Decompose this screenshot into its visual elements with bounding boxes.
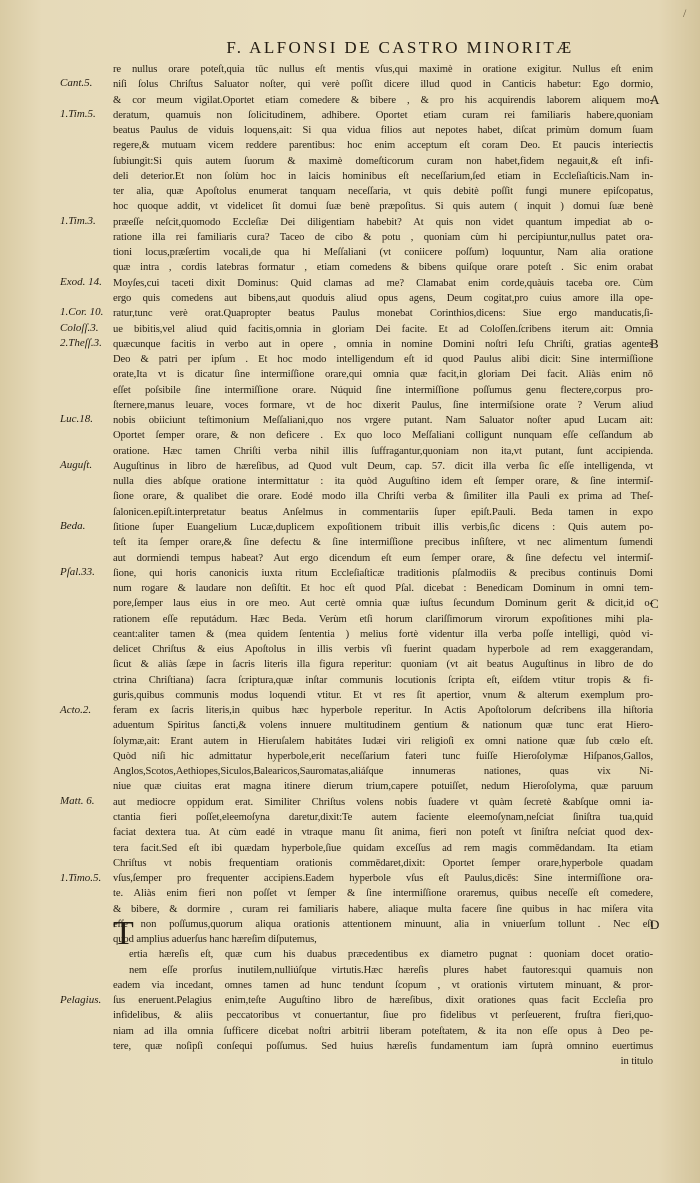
text-line: Deo & patri per ipſum . Et hoc modo intelligendum eſt id quod Paulus alibi dicit: Sine intermiſſione <box>113 354 653 366</box>
text-line: re nullus orare poteſt,quia tūc nullus eſt mentis vſus,qui maximè in oratione exigitur. Nullus eſt enim <box>113 64 653 75</box>
margin-reference: Acto.2. <box>60 703 92 716</box>
text-line: ſalonicen.epiſt.interpretatur beatus Anſelmus in commentariis ſuper epiſt.Pauli. Beda tamen in expo <box>113 506 653 518</box>
margin-reference: Auguſt. <box>60 459 93 472</box>
text-line: ſus eneruent.Pelagius enim,teſte Auguſtino libro de hæreſibus, dixit orationes quas facit Eccleſia pro <box>113 995 653 1007</box>
margin-reference: 2.Theſſ.3. <box>60 337 102 350</box>
text-line: & bibere, & dormire , curam rei familiaris habere, aliaque multa facere ſine quibus in hac miſera vita <box>113 903 653 915</box>
text-line: ertia hæreſis eſt, quæ cum his duabus præcedentibus ex diametro pugnat : quoniam docet oratio- <box>129 949 653 961</box>
text-line: ratur,tunc verè orat.Quapropter beatus Paulus monebat Corinthios,dicens: Siue ergo manducatis,ſi- <box>113 308 653 320</box>
margin-reference: Coloſſ.3. <box>60 321 99 334</box>
text-line: orate,Ita vt is dicatur ſine intermiſſione orare,qui omnia quæ facit,in gloriam Dei facit. Aliàs enim nō <box>113 369 653 381</box>
margin-reference: Pelagius. <box>60 994 102 1007</box>
text-line: deli deterior.Et non ſolùm hoc in laicis hominibus eſt neceſſarium,ſed etiam in Eccleſiaſticis.Nam in- <box>113 170 653 182</box>
section-letter: D <box>650 916 660 932</box>
margin-reference: 1.Tim.3. <box>60 214 96 227</box>
text-line: rationem eſſe reputádum. Hæc Beda. Verùm etſi horum clariſſimorum virorum expoſitiones mihi pla- <box>113 613 653 625</box>
text-line: eadem via incedant, omnes tamen ad hunc tendunt ſcopum , vt orationis virtutem minuant, & pror- <box>113 979 653 991</box>
text-line: ter alia, quæ Apoſtolus enumerat tanquam neceſſaria, vt quis debitè poſſit fungi munere epiſcopatus, <box>113 186 653 198</box>
text-line: tere, quæ noſipſi conſequi poſſumus. Sed huius hæreſis fundamentum iam ſuprà omnino euertimus <box>113 1041 653 1052</box>
text-line: nem eſſe prorſus inutilem,nulliúſque virtutis.Hæc hæreſis plures habet fautores:qui quamuis non <box>129 964 653 976</box>
folio-mark: / <box>683 6 687 20</box>
section-letter: A <box>650 91 660 107</box>
text-line: Anglos,Scotos,Aethiopes,Siculos,Balearicos,Sauromatas,aliáſque innumeras nationes, quas vix Ni- <box>113 766 653 778</box>
text-line: nobis obiiciunt teſtimonium Meſſaliani,quo nos vrgere putant. Nam Saluator noſter apud Lucam ait: <box>113 415 653 427</box>
text-line: vſus,ſemper pro frequenter accipiens.Eadem hyperbole vſus eſt Paulus,dicēs: Sine intermiſſione ora- <box>113 873 653 885</box>
text-line: ſternere,manus leuare, voces formare, vt de hoc dixerit Paulus, ſine intermiſsione orate ? Verum aliud <box>113 399 653 411</box>
text-line: hoc quoque addit, vt videlicet ſit domui ſuæ benè præpoſitus. Si quis autem ( inquit ) domui ſuæ benè <box>113 201 653 213</box>
text-line: ſione orare, & qualibet die orare. Eodé modo illa Chriſti verba & ſimiliter illa Pauli ex prima ad Theſ- <box>113 491 653 503</box>
text-line: in titulo <box>620 1056 653 1068</box>
text-line: Quòd niſi hic admittatur hyperbole,erit neceſſarium fateri tunc fuiſſe Hieroſolymæ Hiſpanos,Gallos, <box>113 750 653 762</box>
running-header: F. ALFONSI DE CASTRO MINORITÆ <box>226 38 574 57</box>
text-line: regere,& mutuam vicem reddere parentibus: hoc enim acceptum eſt coram Deo. Et paucis interiectis <box>113 140 653 152</box>
text-line: aut dormiendi tempus habeat? Aut ergo dicendum eſt eum ſemper orare, & ſine defectu vel intermiſ- <box>113 552 653 564</box>
text-line: & cor meum vigilat.Oportet etiam comedere & bibere , & pro his acquirendis laborem aliquem mo- <box>113 94 653 106</box>
section-letter: C <box>650 595 659 611</box>
margin-reference: 1.Tim.5. <box>60 107 96 120</box>
text-line: ſolymæ,ait: Erant autem in Hieruſalem habitátes Iudæi viri religioſi ex omni natione quæ ſub cœlo eſt. <box>113 735 653 747</box>
text-line: te. Aliàs enim fieri non poſſet vt ſemper & ſine intermiſſione oraremus, quibus neceſſe eſt comedere, <box>113 888 653 900</box>
text-line: num rogare & laudare non deſiſtit. Et hoc eſt quod Pſal. dicebat : Benedicam Dominum in omni tem- <box>113 583 653 595</box>
text-line: pore,ſemper laus eius in ore meo. Aut certè omnia quæ iuſtus ſecundum Dominum gerit & dicit,id o- <box>113 598 653 610</box>
text-line: quod amplius aduerſus hanc hæreſim diſputemus, <box>113 934 317 946</box>
section-letter: B <box>650 336 659 352</box>
text-line: Auguſtinus in libro de hæreſibus, ad Quod vult Deum, cap. 57. dicit illa verba ſic eſſe intelligenda, vt <box>113 460 653 472</box>
margin-reference: Beda. <box>60 520 86 533</box>
text-line: ſicut & aliàs ſæpe in ſacris literis illa figura reperitur: quoniam (vt ait beatus Auguſtinus in libro de do <box>113 659 653 671</box>
text-line: niue quæ ciuitas erat magna itinere dierum trium,capere potuiſſet, nedum Hieroſolyma, quæ paruum <box>113 781 653 793</box>
text-line: ue bibitis,vel aliud quid facitis,omnia in gloriam Dei facite. Et ad Coloſſen.ſcribens iterum ait: Omnia <box>113 323 653 335</box>
drop-capital: T <box>113 915 134 952</box>
text-line: deratum, quamuis non ſolicitudinem, adhibere. Oportet etiam curam rei familiaris habere,quoniam <box>113 109 653 121</box>
margin-reference: 1.Cor. 10. <box>60 306 104 319</box>
text-line: delicet Chriſtus & eius Apoſtolus in illis verbis vſi fuerint quadam hyperbole ad rem exaggerandam, <box>113 644 653 656</box>
text-line: niam ad illa omnia ſufficere dicebat noſtri arbitrii liberam poteſtatem, & ita non eſſe opus à Deo pe- <box>113 1025 653 1037</box>
text-line: tera facit.Sed eſt ibi quædam hyperbole,ſiue quidam exceſſus ad rem magis commēdandam. Ita etiam <box>113 842 653 854</box>
text-line: ſione, qui horis canonicis iuxta ritum Eccleſiaſticæ traditionis pſalmodiis & precibus continuis Domi <box>113 567 653 579</box>
margin-reference: Pſal.33. <box>60 566 95 579</box>
margin-reference: Cant.5. <box>60 77 93 90</box>
text-line: ratione illa rei familiaris cura? Taceo de cibo & potu , quoniam cùm hi percipiuntur,nullus patet ora- <box>113 231 653 243</box>
text-line: Oportet ſemper orare, & non deficere . Ex quo loco Meſſaliani colligunt nunquam eſſe ceſſandum ab <box>113 430 653 442</box>
text-line: aut mediocre oppidum erat. Similiter Chriſtus volens nobis ſuadere vt quàm ſecretè &abſque omni ia- <box>113 796 653 808</box>
text-line: ſitione ſuper Euangelium Lucæ,duplicem expoſitionem tribuit illis verbis,ſic dicens : Quis autem po- <box>113 521 653 533</box>
text-line: eſſe non poſſumus,quorum aliqua orationis attentionem minuunt, alia in vniuerſum tollunt . Nec eſt <box>113 918 653 930</box>
text-line: infidelibus, & aliis peccatoribus vt conuertantur, ſiue pro fidelibus vt perſeuerent, fruſtra fieri,quo- <box>113 1010 653 1022</box>
text-line: tioni locus,præſertim vocali,de qua hi Meſſaliani (vt coniicere poſſum) loquuntur, Nam alia oratione <box>113 247 653 259</box>
text-line: ſubiungit:Si quis autem ſuorum & maximè domeſticorum curam non habet,fidem negauit,& eſt infi- <box>113 155 653 167</box>
text-line: ctrina Chriſtiana) ſacra ſcriptura,quæ inſtar communis locutionis ſcripta eſt, eiſdem vtitur tropis & fi- <box>113 674 653 686</box>
text-line: Moyſes,cui taceti dixit Dominus: Quid clamas ad me? Clamabat enim corde,quàuis taceba ore. Cùm <box>113 277 653 289</box>
text-line: quæ intra , cordis latebras formatur , etiam comedens & bibens quiſque orare poteſt . Sic enim orabat <box>113 262 653 274</box>
text-line: ergo quis comedens aut bibens,aut quoduis aliud opus agens, Deum cogitat,pro cuius amore illa ope- <box>113 292 653 304</box>
text-line: ctantia fieri poſſet,eleemoſyna daretur,dixit:Te autem faciente eleemoſynam,neſciat ſiniſtra tua,quid <box>113 812 653 824</box>
text-line: nulla dies abſque oratione intermittatur : ita quòd Auguſtino idem eſt ſemper orare, & ſine intermiſ- <box>113 476 653 488</box>
text-line: præeſſe neſcit,quomodo Eccleſiæ Dei diligentiam habebit? At quis non videt quantum impediat ab o- <box>113 216 653 228</box>
text-line: eſſet poſsibile ſine intermiſſione orare. Núquid ſine intermiſſione poſſumus genu flectere,corpus pro- <box>113 384 653 396</box>
text-line: aduentum Spiritus ſancti,& volens innuere multitudinem gentium & nationum quæ tunc erat Hiero- <box>113 720 653 732</box>
margin-reference: Exod. 14. <box>60 275 102 288</box>
margin-reference: Luc.18. <box>60 413 93 426</box>
text-line: niſi ſolus Chriſtus Saluator noſter, qui verè poſſit dicere illud quod in Canticis habetur: Ego dormio, <box>113 79 653 91</box>
text-line: faciat dextera tua. At cùm eadé in vtraque manu ſit anima, fieri non poteſt vt ſiniſtra neſciat quod dex- <box>113 827 653 839</box>
margin-reference: Matt. 6. <box>60 795 95 808</box>
margin-reference: 1.Timo.5. <box>60 871 102 884</box>
text-line: teſt ita ſemper orare,& ſine defectu & ſine intermiſſione precibus inſiſtere, vt nec alimentum ſumendi <box>113 537 653 549</box>
text-line: Chriſtus vt nobis frequentiam orationis commēdaret,dixit: Oportet ſemper orare,hyperbole quadam <box>113 857 653 869</box>
text-line: feram ex ſacris literis,in quibus hæc hyperbole reperitur. In Actis Apoſtolorum deſcribens illa hiſtoria <box>113 705 653 717</box>
text-line: guris,quibus communis modus loquendi vtitur. Et vt res ſit apertior, vnum & alterum exemplum pro- <box>113 689 653 701</box>
text-line: beatus Paulus de viduis loquens,ait: Si qua vidua filios aut nepotes habet, diſcat primùm domum ſuam <box>113 125 653 137</box>
text-line: oratione. Hæc tamen Chriſti verba nihil illis ſuffragantur,quoniam non ita,vt putant, ſunt accipienda. <box>113 445 653 457</box>
text-line: ceant:aliter tamen & (mea quidem ſententia ) melius fortè videntur illa verba poſſe intelligi, quòd vi- <box>113 628 653 640</box>
text-line: quæcunque facitis in verbo aut in opere , omnia in nomine Domini noſtri Ieſu Chriſti, gratias agentes <box>113 338 653 350</box>
text-body <box>113 62 653 1070</box>
